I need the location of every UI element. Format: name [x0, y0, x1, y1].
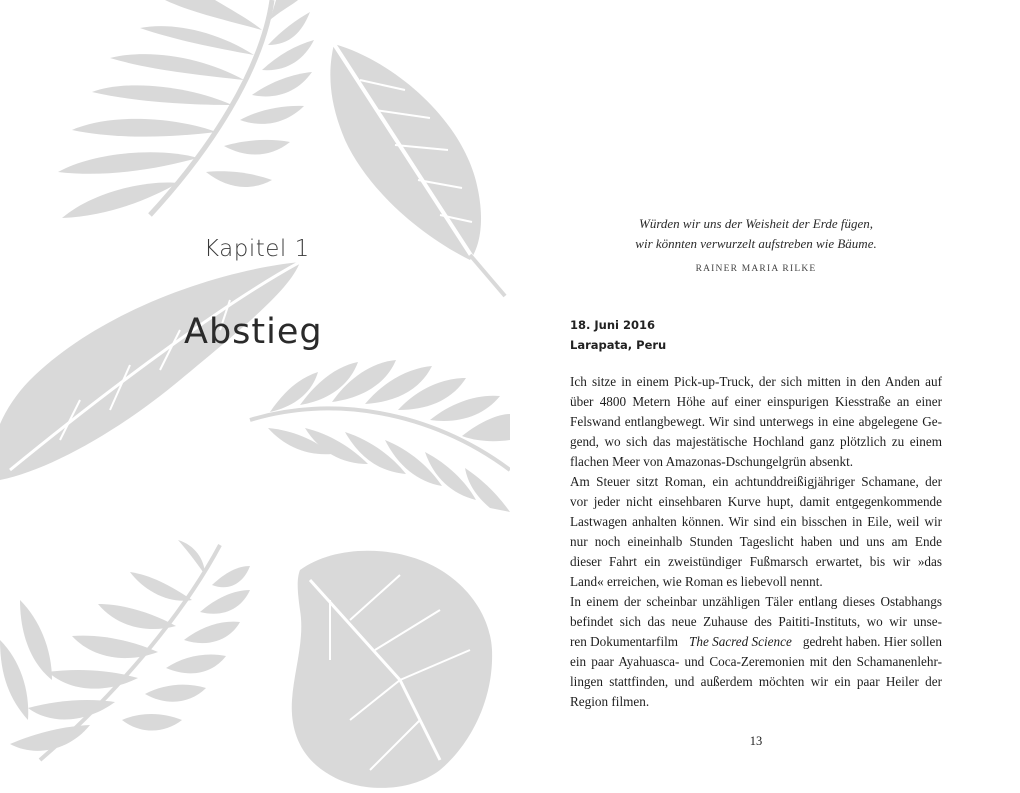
text-line: Region filmen. — [570, 694, 650, 709]
epigraph — [560, 214, 952, 254]
text-line: befindet sich das neue Zuhause des Paititi-Instituts, wo wir unse- — [570, 614, 942, 629]
epigraph-author: RAINER MARIA RILKE — [695, 264, 817, 274]
chapter-title: Abstieg — [184, 312, 323, 352]
page-number: 13 — [749, 734, 763, 748]
text-line: lingen stattfinden, und außerdem möchten wir ein paar Heiler der — [570, 674, 942, 689]
banana-leaf-middle — [0, 262, 300, 480]
text-line: Lastwagen anhalten können. Wir sind ein bisschen in Eile, weil wir — [570, 514, 942, 529]
epigraph-line: Würden wir uns der Weisheit der Erde fügen, — [639, 216, 873, 231]
chapter-label: Kapitel 1 — [204, 236, 310, 262]
entry-header — [570, 315, 666, 355]
text-line: gend, wo sich das majestätische Hochland ganz plötzlich zu einem — [570, 434, 942, 449]
fern-leaf-bottom-left — [0, 540, 250, 760]
text-line: Am Steuer sitzt Roman, ein achtunddreißigjähriger Schamane, der — [570, 474, 942, 489]
epigraph-line: wir könnten verwurzelt aufstreben wie Bäume. — [635, 236, 877, 251]
text-line: Land« erreichen, wie Roman es liebevoll nennt. — [570, 574, 823, 589]
entry-date: 18. Juni 2016 — [570, 318, 655, 332]
film-title: The Sacred Science — [689, 634, 792, 649]
text-line: In einem der scheinbar unzähligen Täler entlang dieses Ostabhangs — [570, 594, 942, 609]
banana-leaf-top — [330, 44, 505, 300]
palm-leaf-middle-right — [250, 360, 510, 512]
text-line: Felswand entlangbewegt. Wir sind unterwegs in eine abgelegene Ge- — [570, 414, 942, 429]
text-line: Ich sitze in einem Pick-up-Truck, der sich mitten in den Anden auf — [570, 374, 942, 389]
text-line: vor jeder nicht einsehbaren Kurve hupt, damit entgegenkommende — [570, 494, 942, 509]
text-fragment: ren Dokumentarfilm — [570, 634, 679, 649]
text-line: über 4800 Metern Höhe auf einer einspurigen Kiesstraße an einer — [570, 394, 942, 409]
text-line: nur noch eineinhalb Stunden Tageslicht haben und uns am Ende — [570, 534, 942, 549]
entry-place: Larapata, Peru — [570, 338, 667, 352]
fern-leaf-top-left — [58, 0, 314, 218]
text-line: flachen Meer von Amazonas-Dschungelgrün absenkt. — [570, 454, 854, 469]
text-line: dieser Fahrt ein zweistündiger Fußmarsch erwartet, bis wir »das — [570, 554, 942, 569]
text-fragment: gedreht haben. Hier sollen — [802, 634, 942, 649]
monstera-leaf-bottom — [292, 551, 492, 788]
body-text — [570, 372, 942, 712]
text-line: ein paar Ayahuasca- und Coca-Zeremonien mit den Schamanenlehr- — [570, 654, 942, 669]
text-line-with-title — [570, 632, 942, 652]
